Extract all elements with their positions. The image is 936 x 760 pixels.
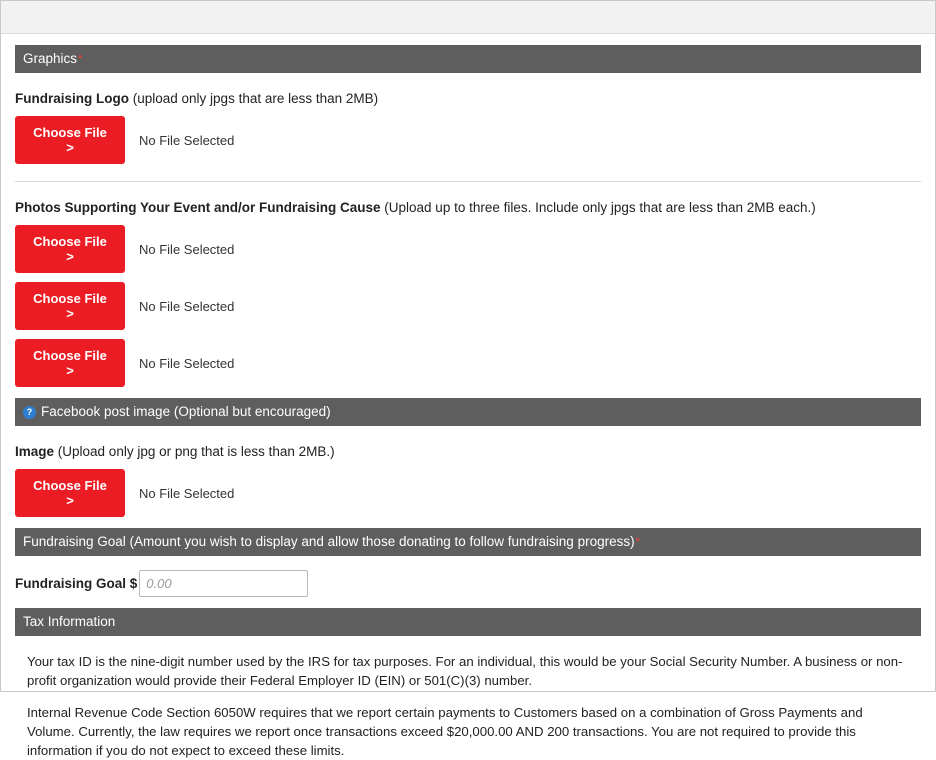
section-header-tax-information: [15, 608, 921, 636]
facebook-image-label-rest: (Upload only jpg or png that is less than 2MB.): [54, 444, 335, 459]
form-content: [1, 45, 935, 760]
divider-graphics: [15, 181, 921, 182]
fundraising-logo-label-rest: (upload only jpgs that are less than 2MB): [129, 91, 379, 106]
file-status-photo-1: No File Selected: [139, 241, 235, 257]
section-title-fundraising-goal: Fundraising Goal (Amount you wish to display and allow those donating to follow fundraising progress): [23, 534, 635, 549]
choose-file-button-photo-1[interactable]: Choose File >: [15, 225, 125, 273]
file-status-photo-3: No File Selected: [139, 355, 235, 371]
question-mark-icon[interactable]: ?: [23, 406, 36, 419]
section-header-facebook: [15, 398, 921, 426]
section-title-graphics: Graphics: [23, 51, 78, 66]
photo-upload-row-2: [15, 282, 921, 330]
fundraising-logo-upload-row: [15, 116, 921, 164]
tax-information-text: [27, 652, 909, 760]
choose-file-button-facebook-image[interactable]: Choose File >: [15, 469, 125, 517]
section-header-graphics: [15, 45, 921, 73]
file-status-photo-2: No File Selected: [139, 298, 235, 314]
tax-paragraph-1: Your tax ID is the nine-digit number used by the IRS for tax purposes. For an individual, this would be your Social Security Number. A business or non-profit organization would provide their Federal Employer ID (EIN) or 501(C)(3) number.: [27, 654, 903, 688]
fundraising-logo-label: [15, 90, 921, 107]
photos-label: [15, 199, 921, 216]
section-header-fundraising-goal: [15, 528, 921, 556]
facebook-image-upload-row: [15, 469, 921, 517]
required-marker-graphics: *: [78, 53, 83, 65]
section-title-tax-information: Tax Information: [23, 614, 116, 629]
photos-label-rest: (Upload up to three files. Include only jpgs that are less than 2MB each.): [380, 200, 816, 215]
photo-upload-row-1: [15, 225, 921, 273]
photo-upload-row-3: [15, 339, 921, 387]
photos-label-strong: Photos Supporting Your Event and/or Fundraising Cause: [15, 200, 381, 215]
section-title-facebook: Facebook post image (Optional but encouraged): [41, 404, 331, 419]
fundraising-goal-label: Fundraising Goal $: [15, 576, 138, 591]
required-marker-goal: *: [635, 536, 640, 548]
facebook-image-label-strong: Image: [15, 444, 55, 459]
file-status-facebook-image: No File Selected: [139, 485, 235, 501]
file-status-logo: No File Selected: [139, 132, 235, 148]
fundraising-goal-row: [15, 570, 921, 597]
fundraising-goal-input[interactable]: [139, 570, 308, 597]
facebook-image-label: [15, 443, 921, 460]
top-strip: [1, 1, 935, 34]
choose-file-button-photo-3[interactable]: Choose File >: [15, 339, 125, 387]
choose-file-button-logo[interactable]: Choose File >: [15, 116, 125, 164]
fundraising-logo-label-strong: Fundraising Logo: [15, 91, 129, 106]
choose-file-button-photo-2[interactable]: Choose File >: [15, 282, 125, 330]
tax-paragraph-2: Internal Revenue Code Section 6050W requires that we report certain payments to Customers based on a combination of Gross Payments and Volume. Currently, the law requires we report once transactions exceed $20,000.00 AND 200 transactions. You are not required to provide this information if you do not expect to exceed these limits.: [27, 705, 863, 758]
